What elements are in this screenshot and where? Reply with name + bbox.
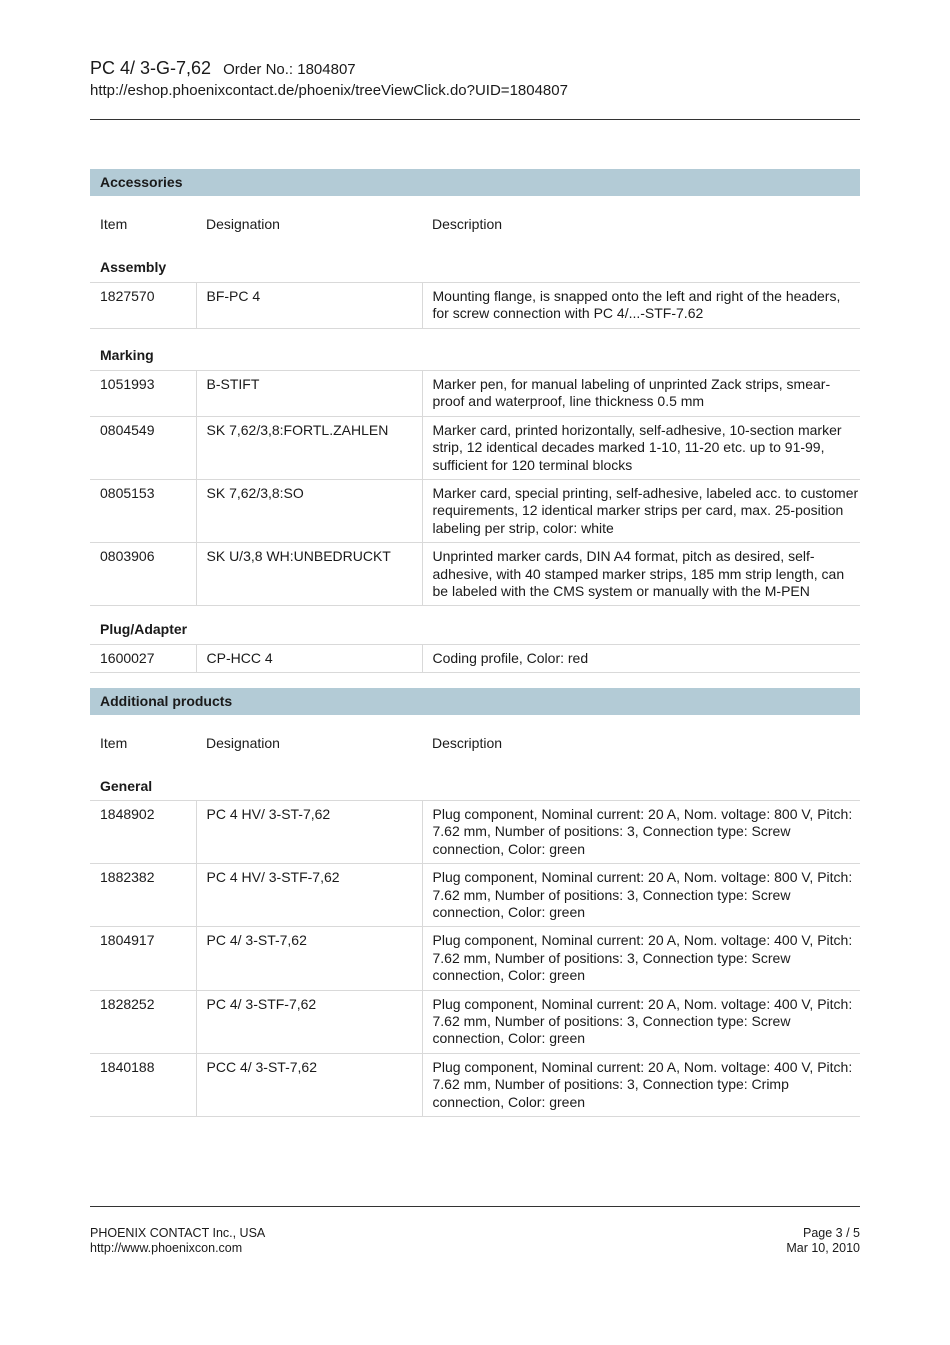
designation: PC 4 HV/ 3-ST-7,62 bbox=[196, 801, 422, 864]
group-title-marking: Marking bbox=[100, 347, 154, 363]
description: Marker card, special printing, self-adhesive, labeled acc. to customer requirements, 12 identical marker strips per card, max. 25-position labeling per strip, color: white bbox=[422, 480, 860, 543]
item-number: 1882382 bbox=[90, 864, 196, 927]
column-header-designation: Designation bbox=[206, 216, 280, 232]
item-number: 1848902 bbox=[90, 801, 196, 864]
assembly-table bbox=[90, 282, 860, 329]
additional-column-headers bbox=[90, 733, 860, 753]
footer-date: Mar 10, 2010 bbox=[786, 1241, 860, 1255]
footer-page-number: Page 3 / 5 bbox=[803, 1226, 860, 1240]
description: Plug component, Nominal current: 20 A, Nom. voltage: 800 V, Pitch: 7.62 mm, Number of positions: 3, Connection type: Screw connection, Color: green bbox=[422, 801, 860, 864]
group-title-plug-adapter: Plug/Adapter bbox=[100, 621, 188, 637]
marking-table bbox=[90, 370, 860, 606]
accessories-section-title: Accessories bbox=[90, 169, 860, 196]
description: Marker pen, for manual labeling of unprinted Zack strips, smear-proof and waterproof, line thickness 0.5 mm bbox=[422, 371, 860, 417]
table-row bbox=[90, 927, 860, 990]
designation: PCC 4/ 3-ST-7,62 bbox=[196, 1053, 422, 1116]
table-row bbox=[90, 416, 860, 479]
designation: CP-HCC 4 bbox=[196, 645, 422, 673]
group-title-assembly: Assembly bbox=[100, 259, 167, 275]
designation: SK U/3,8 WH:UNBEDRUCKT bbox=[196, 543, 422, 606]
description: Plug component, Nominal current: 20 A, Nom. voltage: 400 V, Pitch: 7.62 mm, Number of positions: 3, Connection type: Screw connection, Color: green bbox=[422, 990, 860, 1053]
group-title-general: General bbox=[100, 778, 153, 794]
description: Coding profile, Color: red bbox=[422, 645, 860, 673]
column-header-description: Description bbox=[432, 216, 503, 232]
description: Unprinted marker cards, DIN A4 format, pitch as desired, self-adhesive, with 40 stamped marker strips, 185 mm strip length, can be labeled with the CMS system or manually with the M-PEN bbox=[422, 543, 860, 606]
general-table bbox=[90, 800, 860, 1117]
title-line bbox=[90, 57, 860, 81]
item-number: 0804549 bbox=[90, 416, 196, 479]
table-row bbox=[90, 543, 860, 606]
column-header-item: Item bbox=[100, 735, 128, 751]
item-number: 1827570 bbox=[90, 283, 196, 329]
accessories-column-headers bbox=[90, 214, 860, 234]
table-row bbox=[90, 371, 860, 417]
document-header bbox=[90, 57, 860, 101]
item-number: 0803906 bbox=[90, 543, 196, 606]
table-row bbox=[90, 801, 860, 864]
column-header-designation: Designation bbox=[206, 735, 280, 751]
item-number: 1804917 bbox=[90, 927, 196, 990]
header-divider bbox=[90, 119, 860, 120]
column-header-description: Description bbox=[432, 735, 503, 751]
item-number: 1600027 bbox=[90, 645, 196, 673]
item-number: 1051993 bbox=[90, 371, 196, 417]
designation: SK 7,62/3,8:SO bbox=[196, 480, 422, 543]
table-row bbox=[90, 480, 860, 543]
footer-website[interactable]: http://www.phoenixcon.com bbox=[90, 1241, 243, 1255]
table-row bbox=[90, 1053, 860, 1116]
description: Plug component, Nominal current: 20 A, Nom. voltage: 800 V, Pitch: 7.62 mm, Number of positions: 3, Connection type: Screw connection, Color: green bbox=[422, 864, 860, 927]
designation: PC 4 HV/ 3-STF-7,62 bbox=[196, 864, 422, 927]
table-row bbox=[90, 864, 860, 927]
product-url[interactable]: http://eshop.phoenixcontact.de/phoenix/treeViewClick.do?UID=1804807 bbox=[90, 82, 568, 99]
column-header-item: Item bbox=[100, 216, 128, 232]
description: Mounting flange, is snapped onto the left and right of the headers, for screw connection with PC 4/...-STF-7.62 bbox=[422, 283, 860, 329]
designation: PC 4/ 3-ST-7,62 bbox=[196, 927, 422, 990]
product-title: PC 4/ 3-G-7,62 bbox=[90, 58, 212, 78]
table-row bbox=[90, 990, 860, 1053]
additional-products-section-title: Additional products bbox=[90, 688, 860, 715]
footer-divider bbox=[90, 1206, 860, 1207]
designation: PC 4/ 3-STF-7,62 bbox=[196, 990, 422, 1053]
designation: SK 7,62/3,8:FORTL.ZAHLEN bbox=[196, 416, 422, 479]
footer-company: PHOENIX CONTACT Inc., USA bbox=[90, 1226, 266, 1240]
description: Plug component, Nominal current: 20 A, Nom. voltage: 400 V, Pitch: 7.62 mm, Number of positions: 3, Connection type: Crimp connection, Color: green bbox=[422, 1053, 860, 1116]
plug-adapter-table bbox=[90, 644, 860, 673]
item-number: 0805153 bbox=[90, 480, 196, 543]
table-row bbox=[90, 645, 860, 673]
item-number: 1828252 bbox=[90, 990, 196, 1053]
designation: BF-PC 4 bbox=[196, 283, 422, 329]
item-number: 1840188 bbox=[90, 1053, 196, 1116]
description: Marker card, printed horizontally, self-adhesive, 10-section marker strip, 12 identical decades marked 1-10, 11-20 etc. up to 91-99, sufficient for 120 terminal blocks bbox=[422, 416, 860, 479]
description: Plug component, Nominal current: 20 A, Nom. voltage: 400 V, Pitch: 7.62 mm, Number of positions: 3, Connection type: Screw connection, Color: green bbox=[422, 927, 860, 990]
order-number: Order No.: 1804807 bbox=[223, 61, 356, 78]
table-row bbox=[90, 283, 860, 329]
designation: B-STIFT bbox=[196, 371, 422, 417]
